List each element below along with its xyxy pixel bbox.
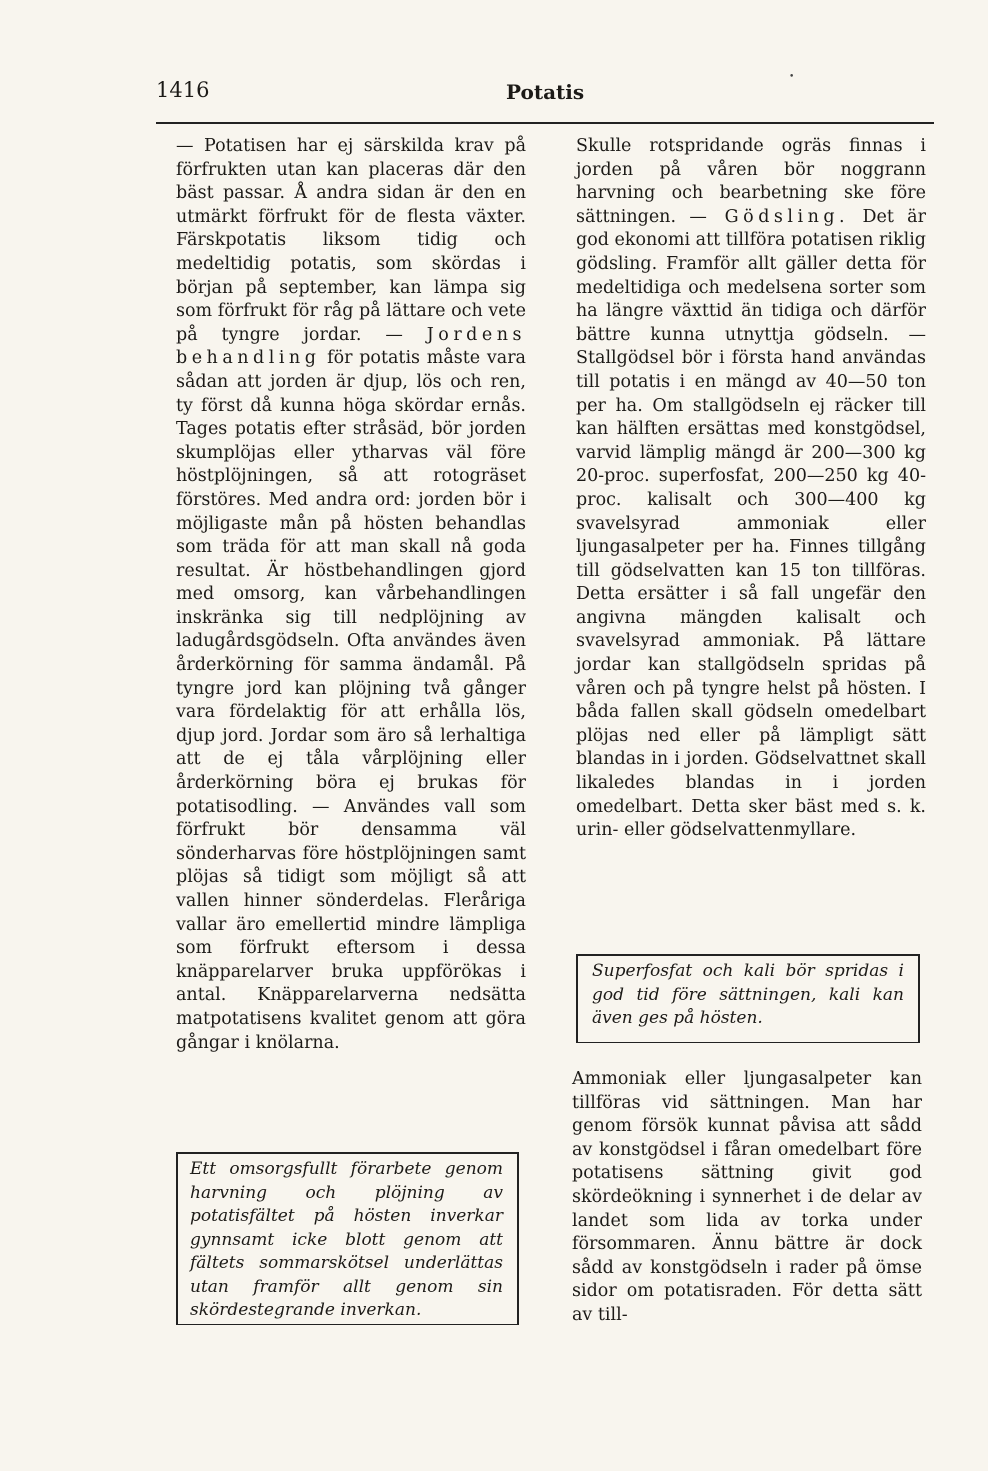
page-number: 1416 bbox=[156, 78, 210, 102]
left-note-text: Ett omsorgsfullt förarbete genom harvning och plöjning av potatisfältet på hösten inverkar gynnsamt icke blott genom att fältets sommarskötsel underlättas utan framför allt genom sin skördestegrande inverkan. bbox=[190, 1159, 503, 1320]
left-text-part-1: — Potatisen har ej särskilda krav på förfrukten utan kan placeras där den bäst passar. Å andra sidan är den en utmärkt förfrukt för de flesta växter. Färskpotatis liksom tidig och medeltidig potatis, som skördas i början på september, kan lämpa sig som förfrukt för råg på lättare och vete på tyngre jordar. bbox=[176, 136, 526, 345]
left-note-bottom-rule bbox=[176, 1324, 519, 1325]
right-note-bottom-rule bbox=[576, 1042, 920, 1043]
right-text-part-2: Det är god ekonomi att tillföra potatisen riklig gödsling. Framför allt gäller detta för medeltidiga och medelsena sorter som ha längre växttid än tidiga och därför bättre kunna utnyttja gödseln. — Stallgödsel bör i första hand användas till potatis i en mängd av 40—50 ton per ha. Om stallgödseln ej räcker till kan hälften ersättas med konstgödsel, varvid lämplig mängd är 200—300 kg 20-proc. superfosfat, 200—250 kg 40-proc. kalisalt och 300—400 kg svavelsyrad ammoniak eller ljungasalpeter per ha. Finnes tillgång till gödselvatten kan 15 ton tillföras. Detta ersätter i så fall ungefär den angivna mängden kalisalt och svavelsyrad ammoniak. På lättare jordar kan stallgödseln spridas på våren och på tyngre helst på hösten. I båda fallen skall gödseln omedelbart plöjas ned eller på lämpligt sätt blandas in i jorden. Gödselvattnet skall likaledes blandas in i jorden omedelbart. Detta sker bäst med s. k. urin- eller gödselvattenmyllare. bbox=[576, 206, 926, 841]
right-paragraph bbox=[576, 135, 926, 843]
running-title: Potatis bbox=[506, 80, 585, 104]
right-note-box bbox=[576, 954, 920, 1042]
header-rule bbox=[156, 122, 934, 124]
ink-speck: • bbox=[789, 72, 795, 82]
left-text-part-2: för potatis måste vara sådan att jorden är djup, lös och ren, ty först då kunna höga skördar ernås. Tages potatis efter stråsäd, bör jorden skumplöjas eller ytharvas väl före höstplöjningen, så att rotogräset förstöres. Med andra ord: jorden bör i möjligaste mån på hösten behandlas som träda för att man skall nå goda resultat. Är höstbehandlingen gjord med omsorg, kan vårbehandlingen inskränka sig till nedplöjning av ladugårdsgödseln. Ofta användes även årderkörning för samma ändamål. På tyngre jord kan plöjning två gånger vara fördelaktig för att erhålla lös, djup jord. Jordar som äro så lerhaltiga att de ej tåla vårplöjning eller årderkörning böra ej brukas för potatisodling. — Användes vall som förfrukt bör densamma väl sönderharvas före höstplöjningen samt plöjas så tidigt som möjligt så att vallen hinner sönderdelas. Fleråriga vallar äro emellertid mindre lämpliga som förfrukt eftersom i dessa knäpparelarver bruka uppförökas i antal. Knäpparelarverna nedsätta matpotatisens kvalitet genom att göra gångar i knölarna. bbox=[176, 348, 526, 1053]
left-column bbox=[176, 135, 526, 1055]
right-column-continued bbox=[572, 1068, 922, 1328]
right-paragraph-2: Ammoniak eller ljungasalpeter kan tillföras vid sättningen. Man har genom försök kunnat påvisa att sådd av konstgödsel i fåran omedelbart före potatisens sättning givit god skördeökning i synnerhet i de delar av landet som lida av torka under försommaren. Ännu bättre är dock sådd av konstgödseln i rader på ömse sidor om potatisraden. För detta sätt av till- bbox=[572, 1069, 922, 1325]
left-dash: — bbox=[361, 324, 403, 345]
left-paragraph bbox=[176, 135, 526, 1055]
section-heading-jordens-behandling: Jordens behandling bbox=[176, 324, 526, 369]
left-note-box bbox=[176, 1152, 519, 1324]
right-column bbox=[576, 135, 926, 843]
right-note-text: Superfosfat och kali bör spridas i god tid före sättningen, kali kan även ges på hösten. bbox=[592, 961, 904, 1028]
section-heading-godsling: Gödsling. bbox=[706, 206, 850, 227]
right-text-part-1: Skulle rotspridande ogräs finnas i jorden på våren bör noggrann harvning och bearbetning ske före sättningen. — bbox=[576, 136, 926, 227]
